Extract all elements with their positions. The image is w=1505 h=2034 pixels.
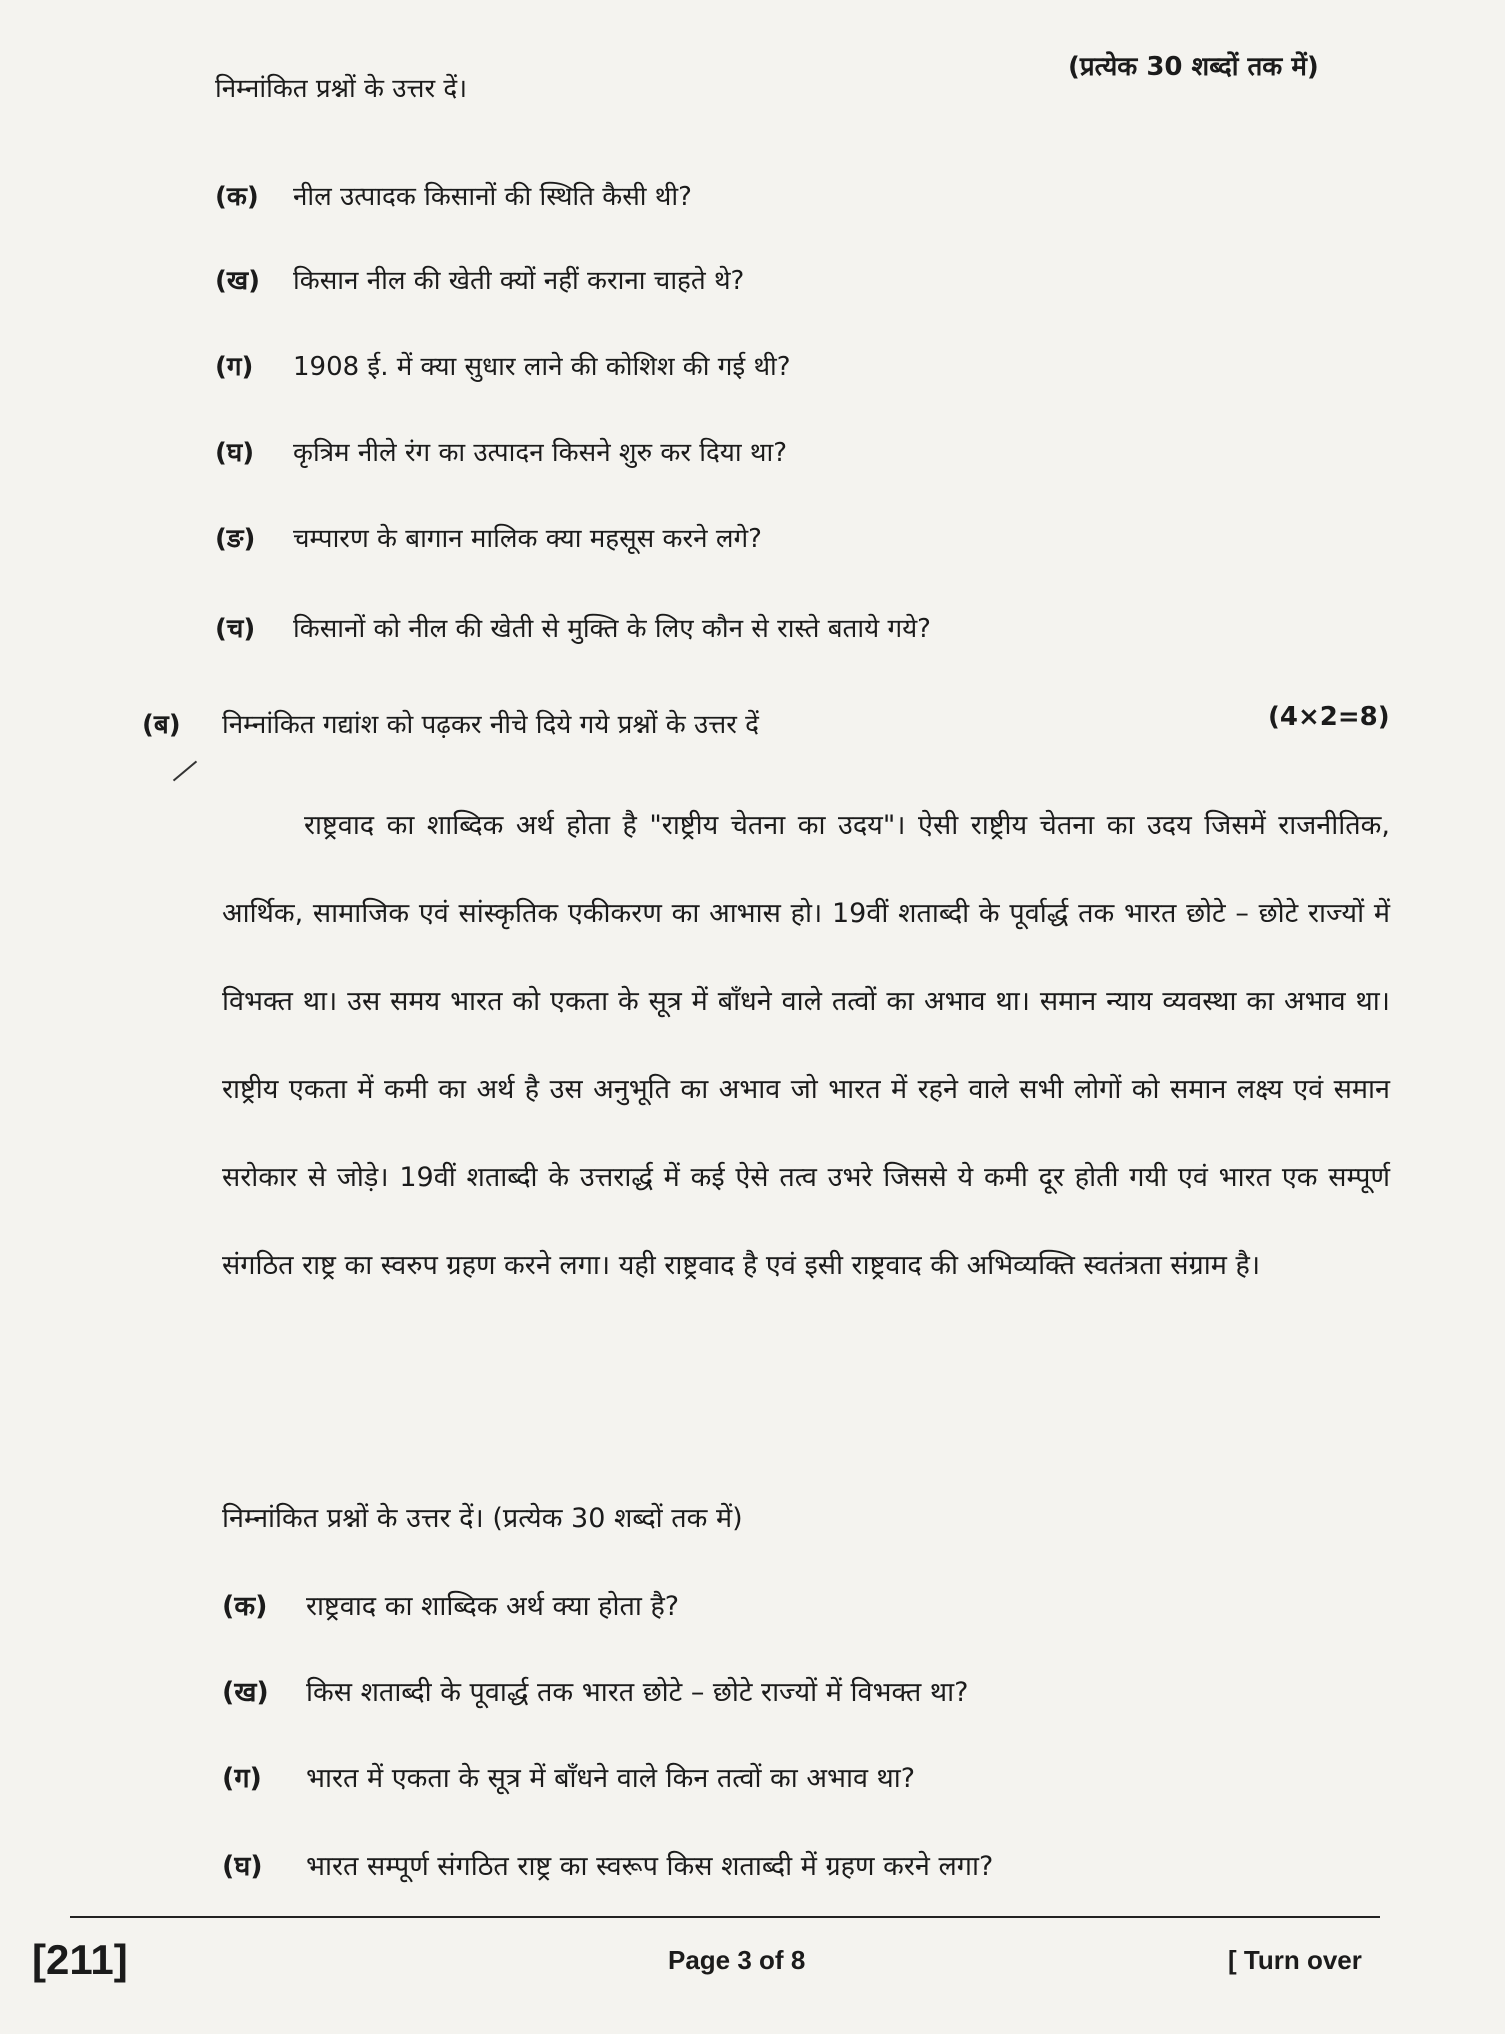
question-label: (क)	[222, 1591, 268, 1622]
question-label: (ग)	[215, 352, 254, 382]
question-text: भारत सम्पूर्ण संगठित राष्ट्र का स्वरूप किस शताब्दी में ग्रहण करने लगा?	[306, 1851, 994, 1882]
question-a-4	[215, 436, 787, 470]
pen-tick-mark	[173, 761, 197, 782]
question-b-2	[222, 1676, 968, 1710]
paper-code: [211]	[32, 1936, 128, 1983]
question-text: कृत्रिम नीले रंग का उत्पादन किसने शुरु कर दिया था?	[293, 438, 788, 468]
question-text: भारत में एकता के सूत्र में बाँधने वाले किन तत्वों का अभाव था?	[306, 1763, 916, 1794]
section-b-sub-instruction: निम्नांकित प्रश्नों के उत्तर दें। (प्रत्येक 30 शब्दों तक में)	[222, 1503, 743, 1534]
question-text: किसान नील की खेती क्यों नहीं कराना चाहते थे?	[293, 266, 745, 296]
page-number: Page 3 of 8	[668, 1945, 806, 1975]
question-a-2	[215, 264, 744, 298]
turn-over-note: [ Turn over	[1228, 1945, 1362, 1975]
question-text: नील उत्पादक किसानों की स्थिति कैसी थी?	[293, 182, 692, 212]
question-a-3	[215, 350, 791, 384]
question-b-1	[222, 1590, 679, 1624]
header-instruction: निम्नांकित प्रश्नों के उत्तर दें।	[215, 74, 468, 104]
question-text: किस शताब्दी के पूवार्द्ध तक भारत छोटे – छोटे राज्यों में विभक्त था?	[306, 1677, 969, 1708]
question-label: (ग)	[222, 1763, 262, 1794]
question-label: (क)	[215, 182, 259, 212]
question-label: (ख)	[222, 1677, 269, 1708]
question-text: किसानों को नील की खेती से मुक्ति के लिए कौन से रास्ते बताये गये?	[293, 614, 931, 644]
section-b-label: (ब)	[142, 710, 181, 740]
question-label: (ख)	[215, 266, 261, 296]
question-label: (घ)	[222, 1851, 263, 1882]
question-a-6	[215, 612, 931, 646]
question-text: राष्ट्रवाद का शाब्दिक अर्थ क्या होता है?	[306, 1591, 680, 1622]
question-label: (च)	[215, 614, 256, 644]
question-label: (घ)	[215, 438, 255, 468]
question-b-3	[222, 1762, 915, 1796]
section-b-marks: (4×2=8)	[1268, 702, 1390, 732]
header-marks-note: (प्रत्येक 30 शब्दों तक में)	[1068, 52, 1319, 82]
question-b-4	[222, 1850, 993, 1884]
question-a-1	[215, 180, 692, 214]
question-a-5	[215, 522, 762, 556]
question-label: (ङ)	[215, 524, 256, 554]
section-b-instruction: निम्नांकित गद्यांश को पढ़कर नीचे दिये गये प्रश्नों के उत्तर दें	[222, 710, 759, 740]
question-text: 1908 ई. में क्या सुधार लाने की कोशिश की गई थी?	[293, 352, 791, 382]
footer-divider	[70, 1916, 1380, 1918]
passage-paragraph: राष्ट्रवाद का शाब्दिक अर्थ होता है "राष्ट्रीय चेतना का उदय"। ऐसी राष्ट्रीय चेतना का उदय जिसमें राजनीतिक, आर्थिक, सामाजिक एवं सांस्कृतिक एकीकरण का आभास हो। 19वीं शताब्दी के पूर्वार्द्ध तक भारत छोटे – छोटे राज्यों में विभक्त था। उस समय भारत को एकता के सूत्र में बाँधने वाले तत्वों का अभाव था। समान न्याय व्यवस्था का अभाव था। राष्ट्रीय एकता में कमी का अर्थ है उस अनुभूति का अभाव जो भारत में रहने वाले सभी लोगों को समान लक्ष्य एवं समान सरोकार से जोड़े। 19वीं शताब्दी के उत्तरार्द्ध में कई ऐसे तत्व उभरे जिससे ये कमी दूर होती गयी एवं भारत एक सम्पूर्ण संगठित राष्ट्र का स्वरुप ग्रहण करने लगा। यही राष्ट्रवाद है एवं इसी राष्ट्रवाद की अभिव्यक्ति स्वतंत्रता संग्राम है।	[222, 810, 1390, 1281]
question-text: चम्पारण के बागान मालिक क्या महसूस करने लगे?	[293, 524, 762, 554]
